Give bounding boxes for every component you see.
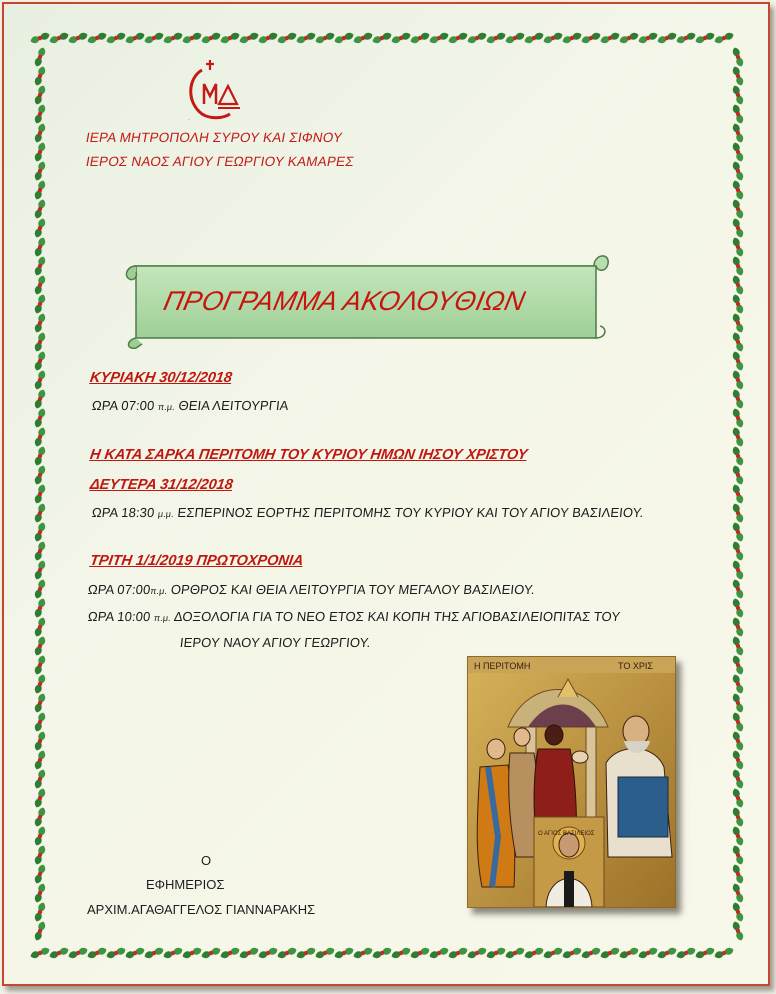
day2-heading: ΔΕΥΤΕΡΑ 31/12/2018 [88,477,234,493]
holly-leaf-icon [731,407,744,428]
holly-leaf-icon [238,946,259,959]
day1-heading: ΚΥΡΙΑΚΗ 30/12/2018 [88,370,233,386]
signature-role: ΕΦΗΜΕΡΙΟΣ [146,877,225,892]
holly-leaf-icon [33,863,46,884]
holly-leaf-icon [33,217,46,238]
holly-leaf-icon [33,616,46,637]
ampm: π.μ. [149,586,168,596]
holly-leaf-icon [33,350,46,371]
holly-leaf-icon [561,31,582,44]
holly-leaf-icon [33,711,46,732]
holly-leaf-icon [33,578,46,599]
holly-leaf-icon [731,787,744,808]
holly-leaf-icon [731,521,744,542]
holly-leaf-icon [731,559,744,580]
holly-leaf-icon [33,635,46,656]
holly-leaf-icon [731,540,744,561]
holly-leaf-icon [200,946,221,959]
holly-leaf-icon [731,882,744,903]
day1-line1 [91,398,289,413]
holly-leaf-icon [731,255,744,276]
holly-leaf-icon [33,559,46,580]
time: ΩΡΑ 18:30 [91,505,156,520]
holly-leaf-icon [162,31,183,44]
holly-leaf-icon [33,46,46,67]
holly-leaf-icon [295,946,316,959]
holly-leaf-icon [33,198,46,219]
holly-leaf-icon [731,863,744,884]
holly-leaf-icon [731,673,744,694]
holly-leaf-icon [33,312,46,333]
day3-line2 [87,609,621,624]
holly-leaf-icon [713,31,734,44]
holly-leaf-icon [295,31,316,44]
holly-leaf-icon [33,787,46,808]
holly-leaf-icon [276,31,297,44]
holly-leaf-icon [731,616,744,637]
time: ΩΡΑ 07:00 [87,582,152,597]
holly-leaf-icon [656,31,677,44]
holly-leaf-icon [731,217,744,238]
holly-leaf-icon [181,946,202,959]
holly-leaf-icon [33,844,46,865]
holly-leaf-icon [33,483,46,504]
circumcision-icon-image [467,656,676,908]
feast-heading: Η ΚΑΤΑ ΣΑΡΚΑ ΠΕΡΙΤΟΜΗ ΤΟΥ ΚΥΡΙΟΥ ΗΜΩΝ ΙΗΣΟΥ ΧΡΙΣΤΟΥ [88,447,529,463]
signature-article: Ο [201,853,212,868]
holly-leaf-icon [731,825,744,846]
holly-leaf-icon [447,946,468,959]
icon-inscription-bottom: Ο ΑΓΙΟΣ ΒΑΣΙΛΕΙΟΣ [538,831,595,837]
holly-leaf-icon [656,946,677,959]
holly-leaf-icon [731,920,744,941]
holly-leaf-icon [219,946,240,959]
holly-leaf-icon [731,654,744,675]
service: ΟΡΘΡΟΣ ΚΑΙ ΘΕΙΑ ΛΕΙΤΟΥΡΓΙΑ ΤΟΥ ΜΕΓΑΛΟΥ ΒΑΣΙΛΕΙΟΥ. [170,582,536,597]
holly-leaf-icon [485,946,506,959]
holly-leaf-icon [143,946,164,959]
holly-leaf-icon [33,122,46,143]
holly-leaf-icon [428,946,449,959]
service: ΕΣΠΕΡΙΝΟΣ ΕΟΡΤΗΣ ΠΕΡΙΤΟΜΗΣ ΤΟΥ ΚΥΡΙΟΥ ΚΑΙ ΤΟΥ ΑΓΙΟΥ ΒΑΣΙΛΕΙΟΥ. [176,505,645,520]
holly-leaf-icon [33,274,46,295]
holly-leaf-icon [731,160,744,181]
holly-leaf-icon [731,350,744,371]
holly-leaf-icon [33,768,46,789]
holly-leaf-icon [33,825,46,846]
holly-leaf-icon [466,946,487,959]
holly-leaf-icon [731,901,744,922]
holly-leaf-icon [33,445,46,466]
holly-leaf-icon [33,331,46,352]
holly-leaf-icon [67,31,88,44]
program-title: ΠΡΟΓΡΑΜΜΑ ΑΚΟΛΟΥΘΙΩΝ [160,286,528,316]
day3-line2-continuation: ΙΕΡΟΥ ΝΑΟΥ ΑΓΙΟΥ ΓΕΩΡΓΙΟΥ. [179,635,372,650]
holly-leaf-icon [731,597,744,618]
holly-leaf-icon [105,31,126,44]
holly-leaf-icon [33,901,46,922]
holly-leaf-icon [731,65,744,86]
holly-leaf-icon [731,844,744,865]
holly-leaf-icon [124,946,145,959]
holly-leaf-icon [731,426,744,447]
holly-leaf-icon [371,946,392,959]
holly-leaf-icon [731,274,744,295]
holly-leaf-icon [618,946,639,959]
holly-leaf-icon [675,31,696,44]
holly-leaf-icon [731,293,744,314]
holly-leaf-icon [390,946,411,959]
holly-leaf-icon [314,946,335,959]
ampm: μ.μ. [157,509,175,519]
holly-leaf-icon [731,141,744,162]
holly-leaf-icon [731,198,744,219]
holly-leaf-icon [428,31,449,44]
holly-leaf-icon [731,236,744,257]
holly-leaf-icon [409,31,430,44]
icon-inscription-right: ΤΟ ΧΡΙΣ [618,661,653,671]
holly-leaf-icon [731,692,744,713]
holly-leaf-icon [371,31,392,44]
time: ΩΡΑ 07:00 [91,398,156,413]
holly-leaf-icon [694,946,715,959]
holly-leaf-icon [333,31,354,44]
holly-leaf-icon [731,388,744,409]
holly-leaf-icon [276,946,297,959]
holly-leaf-icon [731,312,744,333]
holly-leaf-icon [675,946,696,959]
holly-leaf-icon [33,179,46,200]
holly-leaf-icon [731,730,744,751]
holly-leaf-icon [599,31,620,44]
holly-leaf-icon [731,46,744,67]
holly-leaf-icon [33,882,46,903]
holly-leaf-icon [33,749,46,770]
holly-leaf-icon [731,483,744,504]
holly-leaf-icon [731,122,744,143]
day3-heading: ΤΡΙΤΗ 1/1/2019 ΠΡΩΤΟΧΡΟΝΙΑ [88,553,305,569]
holly-leaf-icon [637,31,658,44]
holly-leaf-icon [561,946,582,959]
holly-leaf-icon [67,946,88,959]
holly-leaf-icon [257,946,278,959]
holly-leaf-icon [162,946,183,959]
holly-leaf-icon [333,946,354,959]
holly-leaf-icon [731,635,744,656]
icon-inscription-left: Η ΠΕΡΙΤΟΜΗ [474,661,531,671]
holly-leaf-icon [33,521,46,542]
holly-leaf-icon [33,464,46,485]
holly-leaf-icon [33,597,46,618]
time: ΩΡΑ 10:00 [87,609,152,624]
holly-leaf-icon [33,255,46,276]
holly-leaf-icon [33,84,46,105]
holly-leaf-icon [731,768,744,789]
holly-leaf-icon [86,31,107,44]
holly-leaf-icon [599,946,620,959]
holly-leaf-icon [352,946,373,959]
holly-leaf-icon [352,31,373,44]
service: ΔΟΞΟΛΟΓΙΑ ΓΙΑ ΤΟ ΝΕΟ ΕΤΟΣ ΚΑΙ ΚΟΠΗ ΤΗΣ ΑΓΙΟΒΑΣΙΛΕΙΟΠΙΤΑΣ ΤΟΥ [173,609,622,624]
holly-leaf-icon [731,464,744,485]
holly-leaf-icon [504,31,525,44]
metropolis-logo-icon [182,56,246,122]
holly-leaf-icon [33,426,46,447]
holly-leaf-icon [238,31,259,44]
holly-leaf-icon [447,31,468,44]
holly-leaf-icon [124,31,145,44]
signature-name: ΑΡΧΙΜ.ΑΓΑΘΑΓΓΕΛΟΣ ΓΙΑΝΝΑΡΑΚΗΣ [87,902,316,917]
holly-leaf-icon [466,31,487,44]
ampm: π.μ. [157,402,176,412]
holly-leaf-icon [33,730,46,751]
holly-leaf-icon [30,31,51,44]
holly-leaf-icon [33,65,46,86]
holly-leaf-icon [542,31,563,44]
holly-leaf-icon [33,540,46,561]
holly-leaf-icon [30,946,51,959]
header-metropolis: ΙΕΡΑ ΜΗΤΡΟΠΟΛΗ ΣΥΡΟΥ ΚΑΙ ΣΙΦΝΟΥ [84,130,344,145]
holly-leaf-icon [694,31,715,44]
holly-leaf-icon [731,502,744,523]
holly-leaf-icon [731,331,744,352]
holly-leaf-icon [731,179,744,200]
holly-leaf-icon [219,31,240,44]
holly-leaf-icon [580,31,601,44]
day2-line1 [91,505,644,520]
holly-leaf-icon [33,806,46,827]
holly-leaf-icon [48,946,69,959]
holly-leaf-icon [86,946,107,959]
holly-leaf-icon [33,293,46,314]
holly-leaf-icon [637,946,658,959]
holly-leaf-icon [731,103,744,124]
holly-leaf-icon [143,31,164,44]
holly-leaf-icon [409,946,430,959]
header-church: ΙΕΡΟΣ ΝΑΟΣ ΑΓΙΟΥ ΓΕΩΡΓΙΟΥ ΚΑΜΑΡΕΣ [84,154,356,169]
holly-leaf-icon [33,502,46,523]
holly-leaf-icon [314,31,335,44]
day3-line1 [87,582,535,597]
holly-leaf-icon [731,711,744,732]
holly-leaf-icon [523,31,544,44]
holly-leaf-icon [731,749,744,770]
holly-leaf-icon [713,946,734,959]
holly-leaf-icon [257,31,278,44]
holly-leaf-icon [33,369,46,390]
holly-leaf-icon [390,31,411,44]
holly-leaf-icon [33,160,46,181]
holly-leaf-icon [33,388,46,409]
holly-leaf-icon [105,946,126,959]
holly-leaf-icon [731,578,744,599]
holly-leaf-icon [731,84,744,105]
holly-leaf-icon [731,445,744,466]
holly-leaf-icon [181,31,202,44]
holly-leaf-icon [33,103,46,124]
holly-leaf-icon [33,920,46,941]
holly-leaf-icon [33,673,46,694]
service: ΘΕΙΑ ΛΕΙΤΟΥΡΓΙΑ [177,398,290,413]
holly-leaf-icon [542,946,563,959]
holly-leaf-icon [504,946,525,959]
holly-leaf-icon [580,946,601,959]
holly-leaf-icon [33,654,46,675]
holly-leaf-icon [33,236,46,257]
holly-leaf-icon [33,407,46,428]
holly-leaf-icon [33,692,46,713]
holly-leaf-icon [485,31,506,44]
holly-leaf-icon [200,31,221,44]
holly-leaf-icon [48,31,69,44]
logo-monogram: ΙΜΣ [188,120,190,121]
ampm: π.μ. [153,613,172,623]
holly-leaf-icon [731,369,744,390]
holly-leaf-icon [618,31,639,44]
holly-leaf-icon [33,141,46,162]
holly-leaf-icon [731,806,744,827]
holly-leaf-icon [523,946,544,959]
